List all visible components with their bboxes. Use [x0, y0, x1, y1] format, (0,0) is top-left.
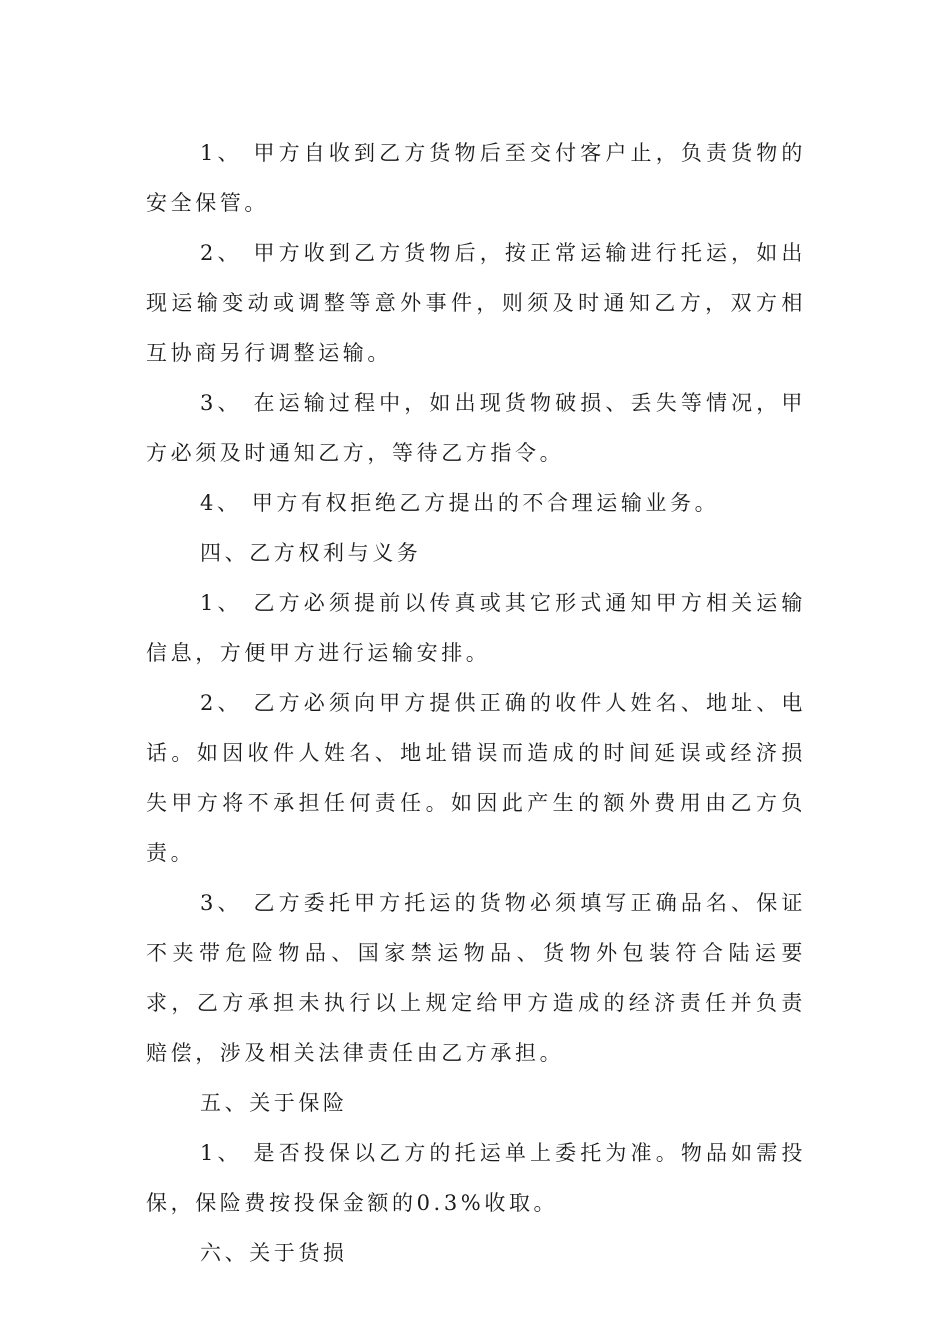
clause-5-item-1: 1、 是否投保以乙方的托运单上委托为准。物品如需投保，保险费按投保金额的0.3%收取。 — [146, 1141, 806, 1215]
section-heading-6: 六、关于货损 — [200, 1241, 348, 1265]
clause-4-item-1: 1、 乙方必须提前以传真或其它形式通知甲方相关运输信息，方便甲方进行运输安排。 — [146, 591, 806, 665]
section-heading-5: 五、关于保险 — [200, 1091, 348, 1115]
clause-3-item-3: 3、 在运输过程中，如出现货物破损、丢失等情况，甲方必须及时通知乙方，等待乙方指令。 — [146, 391, 806, 465]
clause-4-item-2: 2、 乙方必须向甲方提供正确的收件人姓名、地址、电话。如因收件人姓名、地址错误而造成的时间延误或经济损失甲方将不承担任何责任。如因此产生的额外费用由乙方负责。 — [146, 691, 806, 865]
clause-4-item-3: 3、 乙方委托甲方托运的货物必须填写正确品名、保证不夹带危险物品、国家禁运物品、货物外包装符合陆运要求，乙方承担未执行以上规定给甲方造成的经济责任并负责赔偿，涉及相关法律责任由乙方承担。 — [146, 891, 806, 1065]
clause-3-item-2: 2、 甲方收到乙方货物后，按正常运输进行托运，如出现运输变动或调整等意外事件，则须及时通知乙方，双方相互协商另行调整运输。 — [146, 241, 806, 365]
clause-3-item-4: 4、 甲方有权拒绝乙方提出的不合理运输业务。 — [200, 491, 720, 515]
clause-3-item-1: 1、 甲方自收到乙方货物后至交付客户止，负责货物的安全保管。 — [146, 141, 806, 215]
section-heading-4: 四、乙方权利与义务 — [200, 541, 422, 565]
document-body — [146, 128, 806, 1278]
